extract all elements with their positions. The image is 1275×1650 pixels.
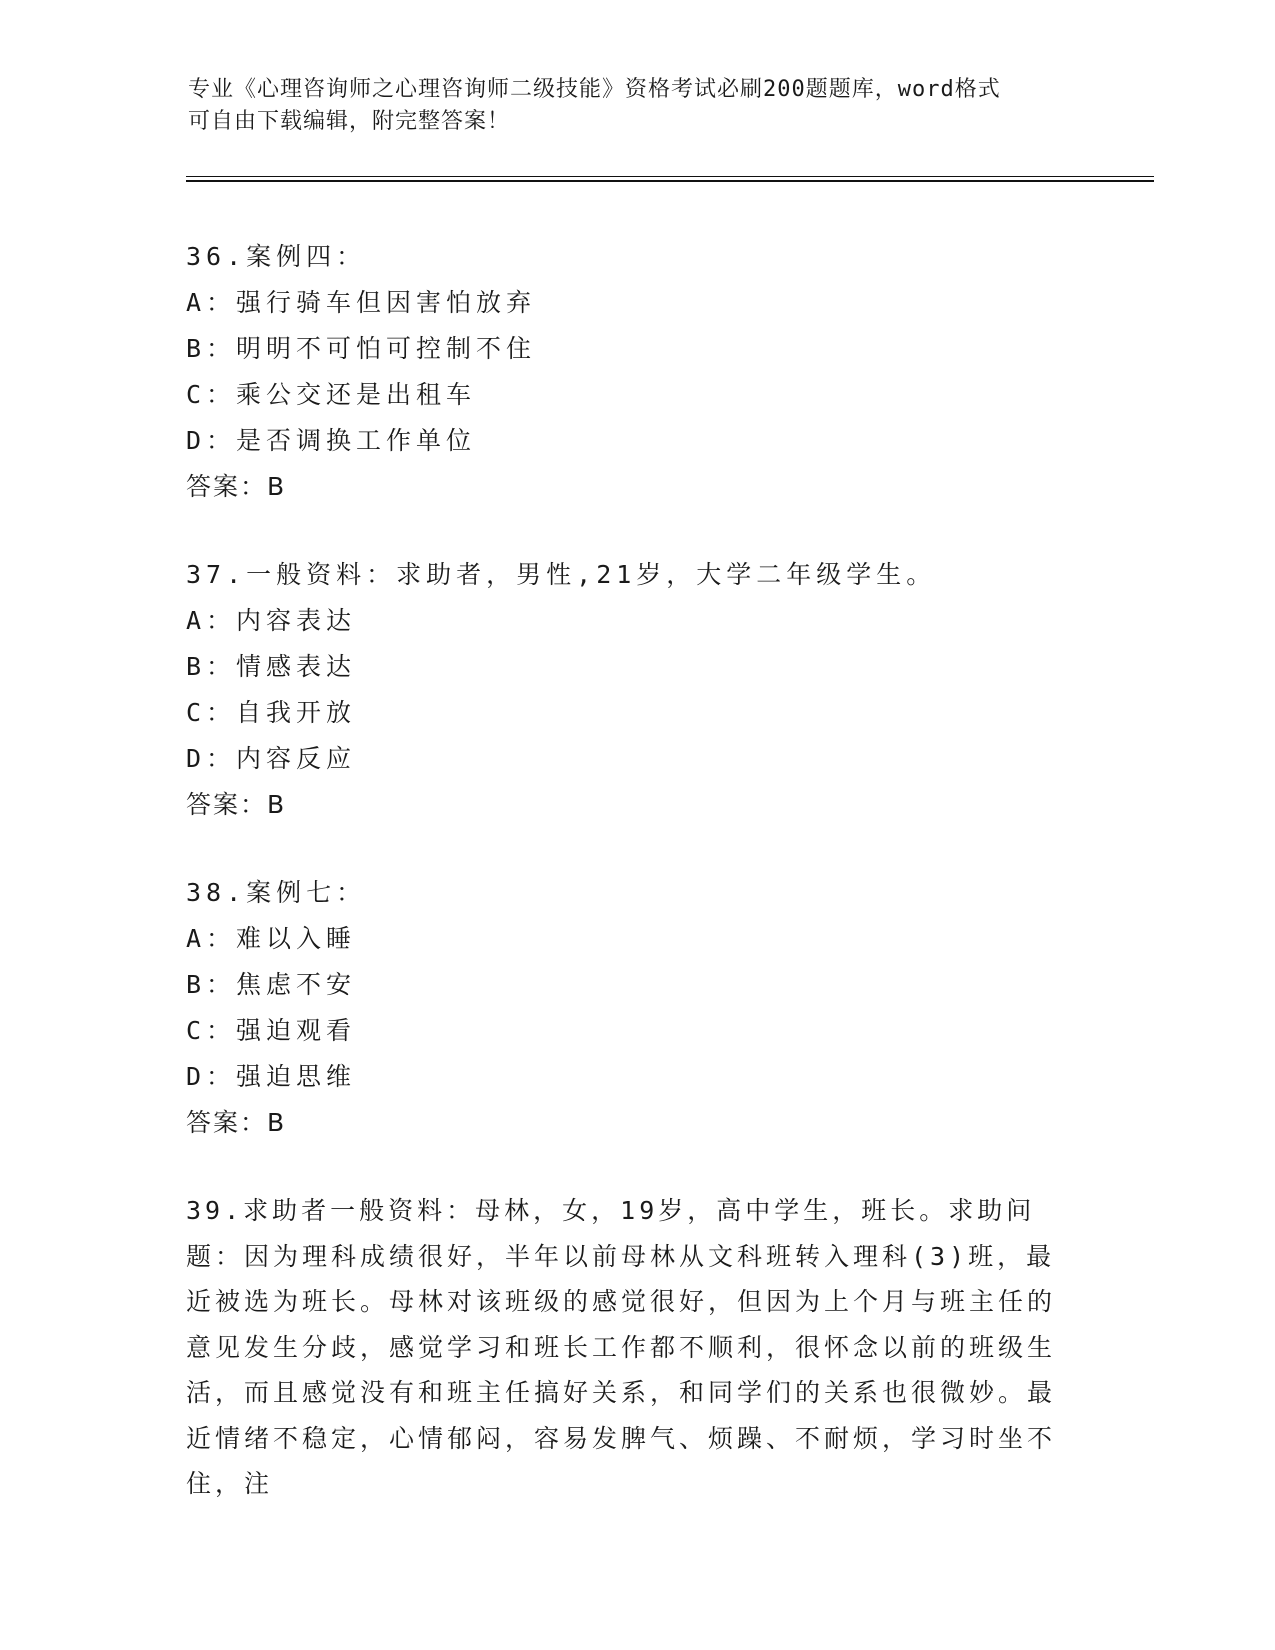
header-divider-thick — [186, 180, 1154, 182]
option-c: C：自我开放 — [186, 698, 357, 727]
answer-line: 答案：B — [186, 472, 287, 501]
header-title-line-2: 可自由下载编辑，附完整答案！ — [188, 109, 511, 134]
question-39 — [186, 1188, 1086, 1507]
question-38 — [186, 870, 1086, 1146]
option-d: D：是否调换工作单位 — [186, 426, 477, 455]
document-header — [188, 74, 1068, 138]
question-37 — [186, 552, 1086, 828]
question-stem: 38.案例七： — [186, 878, 367, 907]
header-title-line-1: 专业《心理咨询师之心理咨询师二级技能》资格考试必刷200题题库，word格式 — [188, 77, 1001, 102]
option-a: A：强行骑车但因害怕放弃 — [186, 288, 537, 317]
option-b: B：焦虑不安 — [186, 970, 357, 999]
option-d: D：强迫思维 — [186, 1062, 357, 1091]
option-c: C：乘公交还是出租车 — [186, 380, 477, 409]
option-c: C：强迫观看 — [186, 1016, 357, 1045]
option-b: B：明明不可怕可控制不住 — [186, 334, 537, 363]
option-d: D：内容反应 — [186, 744, 357, 773]
header-divider-thin — [186, 176, 1154, 177]
question-36 — [186, 234, 1086, 510]
question-stem: 37.一般资料：求助者，男性,21岁，大学二年级学生。 — [186, 560, 937, 589]
answer-line: 答案：B — [186, 1108, 287, 1137]
option-a: A：内容表达 — [186, 606, 357, 635]
answer-line: 答案：B — [186, 790, 287, 819]
question-stem: 39.求助者一般资料：母林，女，19岁，高中学生，班长。求助问题：因为理科成绩很好，半年以前母林从文科班转入理科(3)班，最近被选为班长。母林对该班级的感觉很好，但因为上个月与班主任的意见发生分歧，感觉学习和班长工作都不顺利，很怀念以前的班级生活，而且感觉没有和班主任搞好关系，和同学们的关系也很微妙。最近情绪不稳定，心情郁闷，容易发脾气、烦躁、不耐烦，学习时坐不住，注 — [186, 1196, 1057, 1498]
option-b: B：情感表达 — [186, 652, 357, 681]
option-a: A：难以入睡 — [186, 924, 357, 953]
question-stem: 36.案例四： — [186, 242, 367, 271]
